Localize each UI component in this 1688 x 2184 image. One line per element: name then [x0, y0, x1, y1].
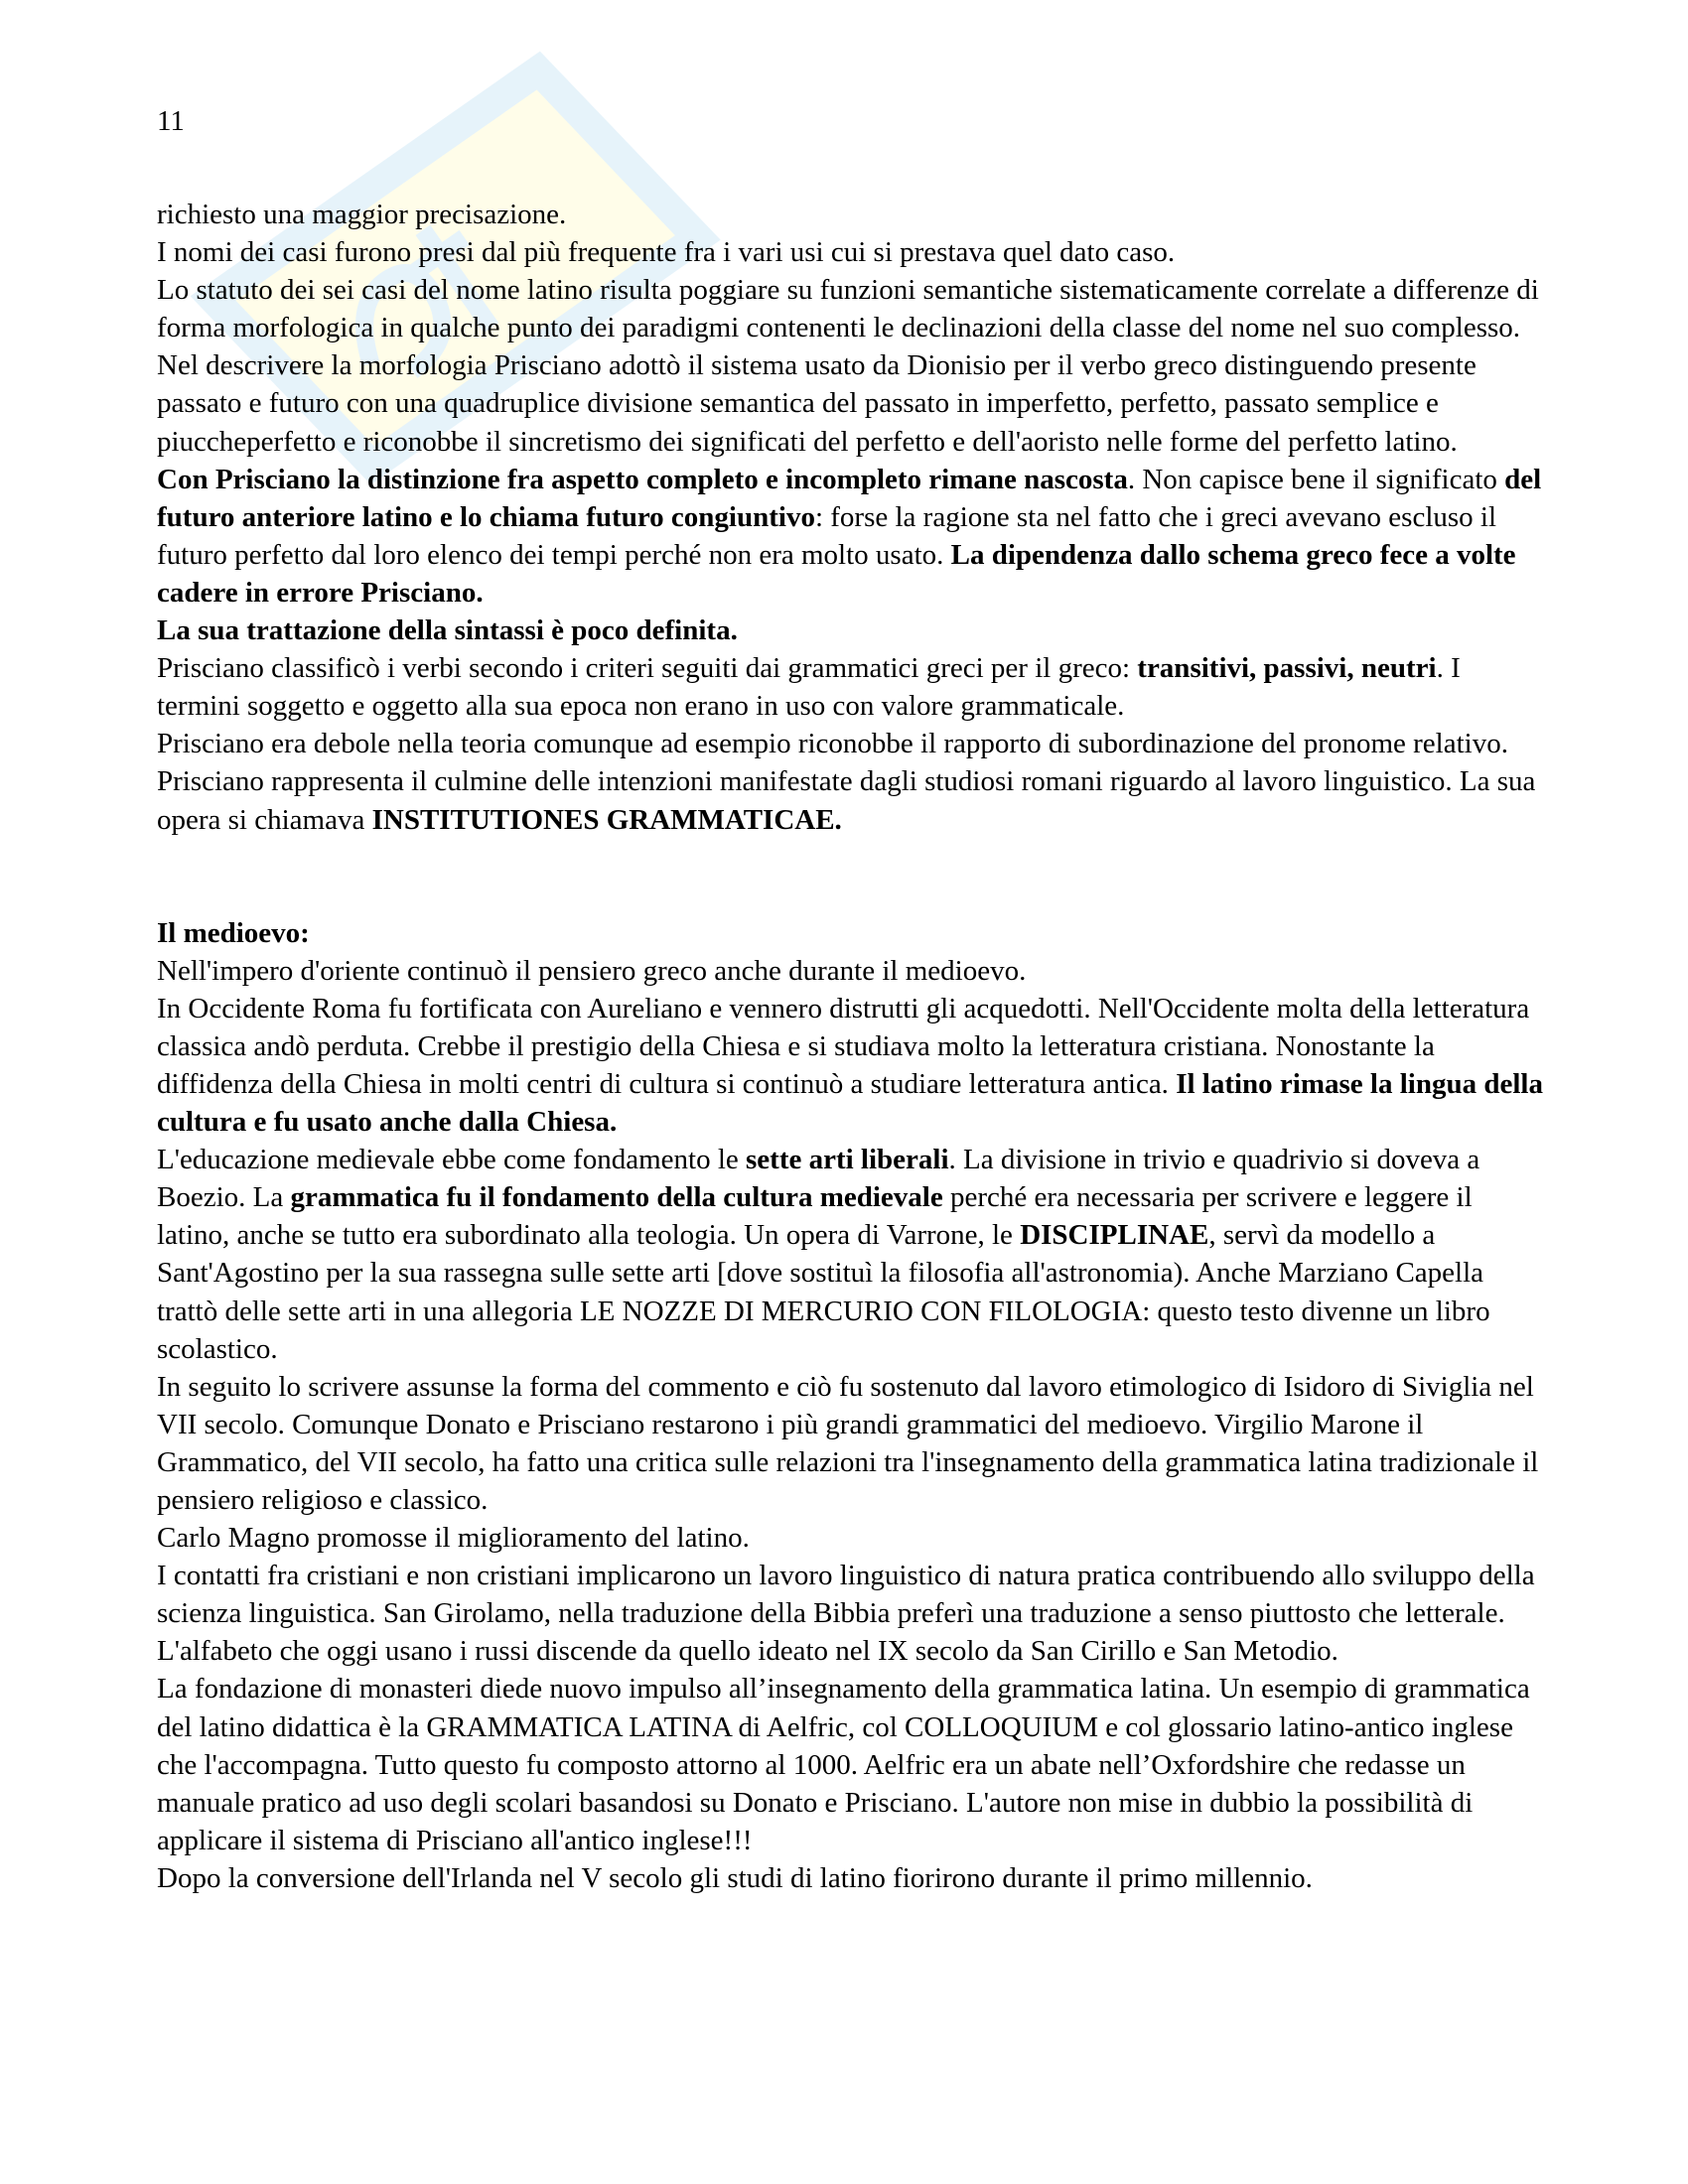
page-body: [157, 196, 1547, 1897]
bold-text: La dipendenza dallo schema greco fece a volte cadere in errore Prisciano.: [157, 538, 1516, 609]
paragraph: [157, 1368, 1547, 1519]
bold-text: Con Prisciano la distinzione fra aspetto completo e incompleto rimane nascosta: [157, 463, 1128, 495]
text-run: Carlo Magno promosse il miglioramento del latino.: [157, 1522, 750, 1555]
bold-text: grammatica fu il fondamento della cultura medievale: [290, 1181, 943, 1214]
paragraph: [157, 1141, 1547, 1368]
paragraph: [157, 1632, 1547, 1670]
text-run: I contatti fra cristiani e non cristiani implicarono un lavoro linguistico di natura pratica contribuendo allo sviluppo della scienza linguistica. San Girolamo, nella traduzione della Bibbia preferì una traduzione a senso piuttosto che letterale.: [157, 1560, 1535, 1630]
text-run: richiesto una maggior precisazione.: [157, 199, 567, 230]
text-run: Prisciano era debole nella teoria comunque ad esempio riconobbe il rapporto di subordinazione del pronome relativo.: [157, 728, 1508, 760]
paragraph: [157, 233, 1547, 271]
page-number: 11: [157, 105, 185, 137]
paragraph: [157, 461, 1547, 612]
blank-line: [157, 839, 1547, 914]
paragraph: [157, 271, 1547, 460]
text-run: Dopo la conversione dell'Irlanda nel V secolo gli studi di latino fiorirono durante il primo millennio.: [157, 1861, 1313, 1894]
text-run: In Occidente Roma fu fortificata con Aureliano e vennero distrutti gli acquedotti. Nell'Occidente molta della letteratura classica andò perduta. Crebbe il prestigio della Chiesa e si studiava molto la letteratura cristiana. Nonostante la diffidenza della Chiesa in molti centri di cultura si continuò a studiare letteratura antica.: [157, 992, 1530, 1100]
paragraph: [157, 952, 1547, 990]
text-run: . Non capisce bene il significato: [1127, 463, 1505, 495]
text-run: I nomi dei casi furono presi dal più frequente fra i vari usi cui si prestava quel dato caso.: [157, 236, 1176, 269]
text-run: Prisciano classificò i verbi secondo i criteri seguiti dai grammatici greci per il greco:: [157, 652, 1138, 685]
text-run: : forse la ragione sta nel fatto che i greci avevano escluso il futuro perfetto dal loro elenco dei tempi perché non era molto usato.: [157, 500, 1497, 571]
paragraph: [157, 1519, 1547, 1557]
text-run: Prisciano rappresenta il culmine delle intenzioni manifestate dagli studiosi romani riguardo al lavoro linguistico. La sua opera si chiamava: [157, 765, 1536, 836]
bold-text: La sua trattazione della sintassi è poco definita.: [157, 614, 738, 647]
paragraph: [157, 1859, 1547, 1897]
paragraph: [157, 725, 1547, 762]
paragraph: [157, 612, 1547, 649]
text-run: perché era necessaria per scrivere e leggere il latino, anche se tutto era subordinato alla teologia. Un opera di Varrone, le: [157, 1181, 1473, 1252]
text-run: In seguito lo scrivere assunse la forma del commento e ciò fu sostenuto dal lavoro etimologico di Isidoro di Siviglia nel VII secolo. Comunque Donato e Prisciano restarono i più grandi grammatici del medioevo. Virgilio Marone il Grammatico, del VII secolo, ha fatto una critica sulle relazioni tra l'insegnamento della grammatica latina tradizionale il pensiero religioso e classico.: [157, 1370, 1539, 1516]
paragraph: [157, 762, 1547, 838]
text-run: Nell'impero d'oriente continuò il pensiero greco anche durante il medioevo.: [157, 954, 1027, 987]
paragraph: [157, 1557, 1547, 1632]
text-run: L'educazione medievale ebbe come fondamento le: [157, 1144, 746, 1176]
text-run: . La divisione in trivio e quadrivio si doveva a Boezio. La: [157, 1144, 1480, 1214]
bold-text: DISCIPLINAE: [1020, 1219, 1209, 1252]
bold-text: del futuro anteriore latino e lo chiama futuro congiuntivo: [157, 463, 1542, 533]
paragraph: [157, 1670, 1547, 1858]
paragraph: [157, 196, 1547, 233]
bold-text: INSTITUTIONES GRAMMATICAE.: [371, 803, 842, 836]
text-run: . I termini soggetto e oggetto alla sua epoca non erano in uso con valore grammaticale.: [157, 652, 1461, 723]
text-run: Lo statuto dei sei casi del nome latino risulta poggiare su funzioni semantiche sistematicamente correlate a differenze di forma morfologica in qualche punto dei paradigmi contenenti le declinazioni della classe del nome nel suo complesso. Nel descrivere la morfologia Prisciano adottò il sistema usato da Dionisio per il verbo greco distinguendo presente passato e futuro con una quadruplice divisione semantica del passato in imperfetto, perfetto, passato semplice e piuccheperfetto e riconobbe il sincretismo dei significati del perfetto e dell'aoristo nelle forme del perfetto latino.: [157, 274, 1539, 458]
text-run: L'alfabeto che oggi usano i russi discende da quello ideato nel IX secolo da San Cirillo e San Metodio.: [157, 1635, 1338, 1668]
text-run: La fondazione di monasteri diede nuovo impulso all’insegnamento della grammatica latina. Un esempio di grammatica del latino didattica è la GRAMMATICA LATINA di Aelfric, col COLLOQUIUM e col glossario latino-antico inglese che l'accompagna. Tutto questo fu composto attorno al 1000. Aelfric era un abate nell’Oxfordshire che redasse un manuale pratico ad uso degli scolari basandosi su Donato e Prisciano. L'autore non mise in dubbio la possibilità di applicare il sistema di Prisciano all'antico inglese!!!: [157, 1673, 1530, 1856]
bold-text: transitivi, passivi, neutri: [1137, 652, 1437, 685]
bold-text: Il medioevo:: [157, 916, 310, 949]
text-run: , servì da modello a Sant'Agostino per la sua rassegna sulle sette arti [dove sostituì la filosofia all'astronomia). Anche Marziano Capella trattò delle sette arti in una allegoria LE NOZZE DI MERCURIO CON FILOLOGIA: questo testo divenne un libro scolastico.: [157, 1219, 1490, 1365]
paragraph: [157, 990, 1547, 1141]
bold-text: sette arti liberali: [746, 1144, 949, 1176]
bold-text: Il latino rimase la lingua della cultura e fu usato anche dalla Chiesa.: [157, 1067, 1543, 1139]
paragraph: [157, 649, 1547, 725]
paragraph: [157, 914, 1547, 952]
